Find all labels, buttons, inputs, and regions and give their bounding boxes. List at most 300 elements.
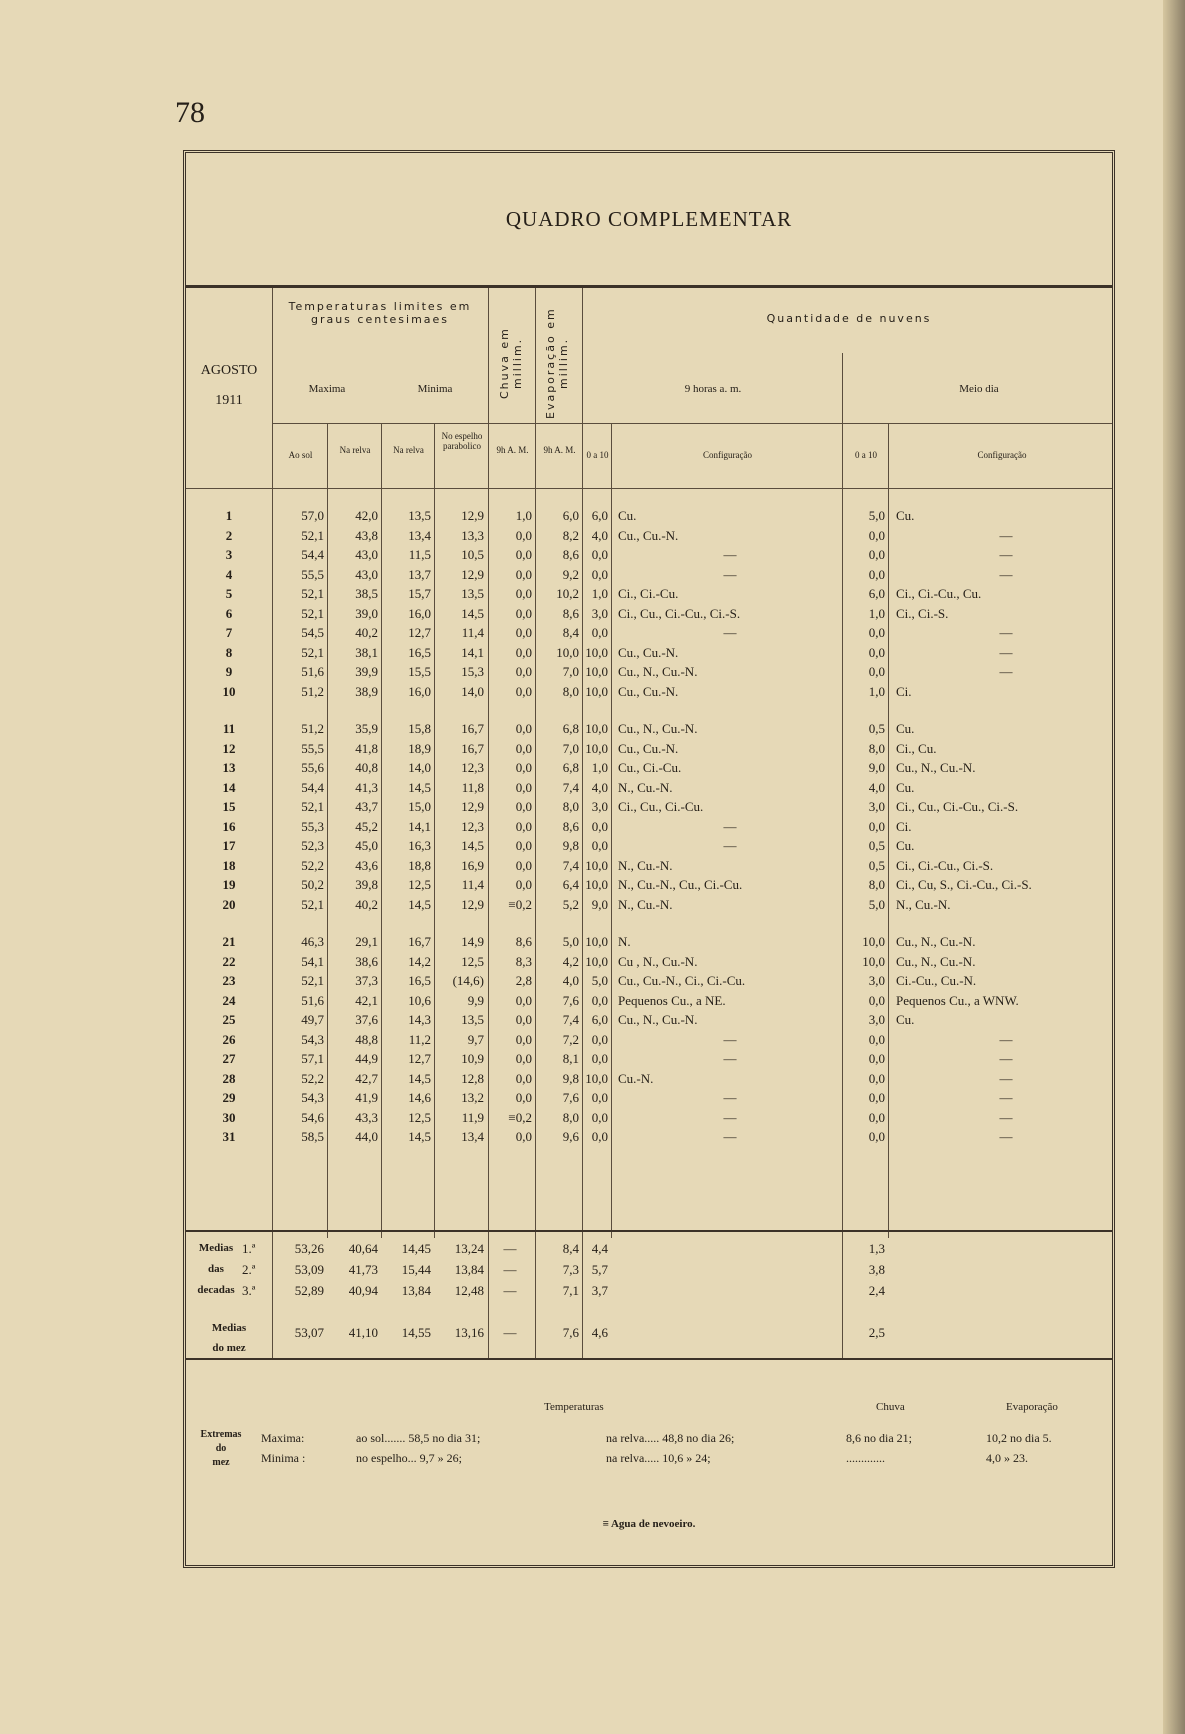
cell-config-9h: Cu., Cu.-N. (618, 683, 679, 699)
cell-chuva: 0,0 (515, 1031, 532, 1047)
cell-day: 21 (222, 934, 236, 949)
cell-nuvens-meio-dia: 3,8 (868, 1262, 885, 1277)
cell-max-relva: 29,1 (355, 934, 378, 949)
cell-espelho: 16,7 (461, 721, 484, 736)
cell-nuvens-9h: 3,0 (591, 799, 608, 814)
cell-espelho: 12,3 (461, 818, 484, 834)
extremes-label-line: Extremas (200, 1429, 242, 1440)
cell-evaporacao: 10,2 (556, 586, 579, 601)
cell-nuvens-meio-dia: 0,0 (868, 992, 885, 1008)
cell-chuva: 0,0 (515, 664, 532, 679)
cell-min-relva: 14,5 (408, 1070, 431, 1086)
cell-max-relva: 45,0 (355, 838, 378, 853)
cell-config-9h: Cu., Ci.-Cu. (618, 760, 682, 775)
cell-nuvens-meio-dia: 0,0 (868, 1109, 885, 1125)
cell-day: 12 (222, 740, 236, 756)
cell-max-relva: 39,9 (355, 664, 378, 679)
cell-max-sol: 53,26 (294, 1241, 324, 1256)
decades-label (186, 1238, 246, 1301)
cell-evaporacao: 7,4 (562, 779, 579, 795)
cell-nuvens-meio-dia: 0,0 (868, 1070, 885, 1086)
cell-max-sol: 52,1 (301, 605, 324, 621)
cell-day: 13 (222, 760, 236, 775)
cell-day: 10 (222, 683, 236, 699)
cell-min-relva: 14,0 (408, 760, 431, 775)
cell-min-relva: 18,8 (408, 857, 431, 873)
cell-min-relva: 12,7 (408, 625, 431, 640)
cell-config-meio-dia: Cu. (896, 721, 915, 736)
escala2-label: 0 a 10 (855, 450, 877, 460)
cell-nuvens-meio-dia: 3,0 (868, 973, 885, 988)
cell-day: 3 (225, 547, 233, 562)
cell-max-sol: 55,5 (301, 566, 324, 582)
cell-max-relva: 40,2 (355, 625, 378, 640)
cell-max-sol: 52,1 (301, 644, 324, 660)
cell-config-9h: N. (618, 934, 631, 949)
cell-max-sol: 54,1 (301, 953, 324, 969)
month-label-line: Medias (211, 1322, 247, 1334)
cell-nuvens-9h: 10,0 (585, 1070, 608, 1086)
min-espelho: no espelho... 9,7 » 26; (356, 1451, 462, 1465)
cell-config-meio-dia: Cu. (896, 508, 915, 523)
cell-max-relva: 43,0 (355, 547, 378, 562)
cell-nuvens-9h: 0,0 (591, 566, 608, 582)
cell-config-9h: — (723, 625, 737, 640)
cell-max-sol: 52,3 (301, 838, 324, 853)
cell-nuvens-9h: 10,0 (585, 877, 608, 892)
cell-nuvens-9h: 4,4 (591, 1241, 608, 1256)
cell-max-sol: 54,3 (301, 1031, 324, 1047)
cell-day: 23 (222, 973, 236, 988)
cell-evaporacao: 7,3 (562, 1262, 579, 1277)
cell-config-9h: Cu., Cu.-N. (618, 527, 679, 543)
cell-max-sol: 51,2 (301, 721, 324, 736)
cell-nuvens-meio-dia: 6,0 (868, 586, 885, 601)
cell-chuva: 0,0 (515, 818, 532, 834)
cell-espelho: 12,9 (461, 799, 484, 814)
footnote: ≡ Agua de nevoeiro. (602, 1518, 696, 1530)
cell-nuvens-meio-dia: 1,0 (868, 605, 885, 621)
cell-chuva: — (503, 1283, 517, 1298)
cell-nuvens-9h: 0,0 (591, 547, 608, 562)
col-divider (888, 423, 889, 1238)
cell-config-meio-dia: Ci., Ci.-Cu., Cu. (896, 586, 982, 601)
cell-evaporacao: 6,4 (562, 877, 579, 892)
cell-evaporacao: 8,4 (562, 1241, 579, 1256)
cell-config-9h: Cu., Cu.-N. (618, 644, 679, 660)
cell-config-9h: — (723, 1129, 737, 1144)
cell-chuva: 8,3 (515, 953, 532, 969)
cell-chuva: 0,0 (515, 740, 532, 756)
cell-espelho: 16,9 (461, 857, 484, 873)
cell-nuvens-meio-dia: 1,3 (868, 1241, 885, 1256)
cell-max-relva: 41,9 (355, 1090, 378, 1105)
cell-max-relva: 48,8 (355, 1031, 378, 1047)
cell-max-relva: 38,9 (355, 683, 378, 699)
extremes-evap-header: Evaporação (1006, 1401, 1058, 1413)
cell-day: 7 (225, 625, 233, 640)
cell-config-9h: — (723, 566, 737, 582)
cell-max-sol: 54,5 (301, 625, 324, 640)
cell-min-relva: 10,6 (408, 992, 431, 1008)
cell-day: 9 (225, 664, 233, 679)
cell-config-9h: — (723, 1051, 737, 1066)
cell-config-9h: Cu., N., Cu.-N. (618, 664, 698, 679)
cell-min-relva: 14,5 (408, 896, 431, 912)
cell-max-sol: 52,1 (301, 896, 324, 912)
cell-nuvens-9h: 0,0 (591, 818, 608, 834)
cell-chuva: 0,0 (515, 625, 532, 640)
cell-chuva: 1,0 (515, 508, 532, 523)
cell-max-relva: 40,64 (348, 1241, 378, 1256)
cell-nuvens-meio-dia: 8,0 (868, 877, 885, 892)
decades-rule (186, 1230, 1112, 1232)
cell-chuva: 0,0 (515, 760, 532, 775)
cell-day: 31 (222, 1129, 236, 1144)
cell-config-meio-dia: Ci., Cu, S., Ci.-Cu., Ci.-S. (896, 877, 1032, 892)
cell-espelho: 12,9 (461, 896, 484, 912)
cell-min-relva: 14,55 (401, 1325, 431, 1340)
cell-evaporacao: 8,0 (562, 799, 579, 814)
cell-max-sol: 52,1 (301, 527, 324, 543)
meio-dia-label: Meio dia (959, 383, 999, 395)
cell-nuvens-9h: 6,0 (591, 1012, 608, 1027)
cell-max-sol: 52,1 (301, 586, 324, 601)
cell-nuvens-meio-dia: 2,5 (868, 1325, 885, 1340)
cell-config-meio-dia: Cu. (896, 1012, 915, 1027)
cell-nuvens-meio-dia: 0,0 (868, 547, 885, 562)
cell-nuvens-9h: 9,0 (591, 896, 608, 912)
cell-min-relva: 15,7 (408, 586, 431, 601)
cell-config-9h: N., Cu.-N. (618, 779, 673, 795)
cell-espelho: 14,5 (461, 605, 484, 621)
cell-decade: 2.ª (242, 1262, 256, 1277)
cell-chuva: 0,0 (515, 683, 532, 699)
na-relva-min-label: Na relva (393, 445, 424, 455)
cell-max-sol: 55,3 (301, 818, 324, 834)
cell-max-relva: 39,0 (355, 605, 378, 621)
cell-espelho: 13,24 (454, 1241, 484, 1256)
cell-min-relva: 14,1 (408, 818, 431, 834)
cell-espelho: 11,8 (461, 779, 484, 795)
cell-max-sol: 52,1 (301, 973, 324, 988)
cell-chuva: 0,0 (515, 1129, 532, 1144)
cell-max-sol: 46,3 (301, 934, 324, 949)
cell-config-meio-dia: — (999, 1031, 1013, 1047)
cell-chuva: 0,0 (515, 644, 532, 660)
cell-nuvens-meio-dia: 0,0 (868, 1129, 885, 1144)
cell-nuvens-9h: 0,0 (591, 1031, 608, 1047)
cell-evaporacao: 8,1 (562, 1051, 579, 1066)
cell-chuva: — (503, 1262, 517, 1277)
header-rule (186, 488, 1112, 489)
cell-max-relva: 44,0 (355, 1129, 378, 1144)
cell-max-relva: 43,8 (355, 527, 378, 543)
cell-config-meio-dia: Cu. (896, 838, 915, 853)
cell-max-sol: 51,6 (301, 664, 324, 679)
cell-day: 18 (222, 857, 236, 873)
cell-chuva: ≡0,2 (508, 1109, 532, 1125)
max-chuva: 8,6 no dia 21; (846, 1431, 912, 1445)
cell-max-relva: 44,9 (355, 1051, 378, 1066)
cell-max-relva: 41,3 (355, 779, 378, 795)
cell-espelho: 14,0 (461, 683, 484, 699)
cell-nuvens-meio-dia: 0,0 (868, 527, 885, 543)
cell-espelho: 13,3 (461, 527, 484, 543)
cell-min-relva: 16,3 (408, 838, 431, 853)
cell-espelho: 10,5 (461, 547, 484, 562)
cell-config-meio-dia: Ci., Cu. (896, 740, 937, 756)
cell-min-relva: 12,5 (408, 877, 431, 892)
cell-espelho: 12,5 (461, 953, 484, 969)
cell-evaporacao: 9,2 (562, 566, 579, 582)
cell-day: 16 (222, 818, 236, 834)
cell-chuva: 0,0 (515, 799, 532, 814)
cell-espelho: 10,9 (461, 1051, 484, 1066)
cell-evaporacao: 4,2 (562, 953, 579, 969)
cell-max-sol: 55,5 (301, 740, 324, 756)
cell-chuva: 0,0 (515, 779, 532, 795)
cell-day: 19 (222, 877, 236, 892)
cell-chuva: 0,0 (515, 1012, 532, 1027)
cell-nuvens-9h: 10,0 (585, 953, 608, 969)
cell-config-meio-dia: — (999, 625, 1013, 640)
cell-chuva: 0,0 (515, 547, 532, 562)
cell-chuva: 0,0 (515, 877, 532, 892)
cell-max-sol: 57,0 (301, 508, 324, 523)
cell-chuva: 0,0 (515, 586, 532, 601)
cell-nuvens-meio-dia: 3,0 (868, 799, 885, 814)
cell-max-relva: 37,3 (355, 973, 378, 988)
cell-config-9h: Cu , N., Cu.-N. (618, 953, 698, 969)
cell-nuvens-9h: 1,0 (591, 760, 608, 775)
cell-espelho: 12,3 (461, 760, 484, 775)
cell-chuva: 0,0 (515, 721, 532, 736)
cell-espelho: 12,9 (461, 566, 484, 582)
cell-min-relva: 15,5 (408, 664, 431, 679)
cell-nuvens-9h: 4,6 (591, 1325, 608, 1340)
cell-espelho: 13,5 (461, 1012, 484, 1027)
cell-day: 28 (222, 1070, 236, 1086)
cell-nuvens-meio-dia: 5,0 (868, 508, 885, 523)
cell-nuvens-9h: 0,0 (591, 838, 608, 853)
cell-evaporacao: 6,0 (562, 508, 579, 523)
max-evap: 10,2 no dia 5. (986, 1431, 1052, 1445)
extremes-chuva-header: Chuva (876, 1401, 905, 1413)
cell-max-relva: 42,7 (355, 1070, 378, 1086)
cell-evaporacao: 9,8 (562, 1070, 579, 1086)
cell-max-relva: 43,3 (355, 1109, 378, 1125)
cell-chuva: 8,6 (515, 934, 532, 949)
cell-max-sol: 49,7 (301, 1012, 324, 1027)
col-divider (611, 423, 612, 1238)
cell-nuvens-meio-dia: 0,5 (868, 838, 885, 853)
cell-config-meio-dia: Ci. (896, 818, 912, 834)
cell-config-9h: Pequenos Cu., a NE. (618, 992, 726, 1008)
cell-config-9h: Cu., Cu.-N. (618, 740, 679, 756)
cell-evaporacao: 7,4 (562, 857, 579, 873)
cell-max-relva: 38,1 (355, 644, 378, 660)
cell-config-meio-dia: Cu., N., Cu.-N. (896, 934, 976, 949)
cell-nuvens-9h: 10,0 (585, 644, 608, 660)
cell-nuvens-9h: 0,0 (591, 625, 608, 640)
cell-day: 20 (222, 896, 236, 912)
cell-day: 6 (225, 605, 233, 621)
cell-max-relva: 45,2 (355, 818, 378, 834)
cell-nuvens-meio-dia: 0,5 (868, 721, 885, 736)
cell-nuvens-meio-dia: 4,0 (868, 779, 885, 795)
cell-max-relva: 38,6 (355, 953, 378, 969)
espelho-label: No espelho parabolico (441, 431, 483, 452)
cell-nuvens-meio-dia: 2,4 (868, 1283, 885, 1298)
extremes-label-line: mez (212, 1457, 230, 1468)
hora-evap-label: 9h A. M. (543, 445, 576, 455)
cell-evaporacao: 7,6 (562, 1090, 579, 1105)
cell-evaporacao: 7,6 (562, 1325, 579, 1340)
extremes-maxima-label: Maxima: (261, 1431, 305, 1445)
cell-config-9h: Ci., Cu., Ci.-Cu. (618, 799, 704, 814)
cell-nuvens-meio-dia: 5,0 (868, 896, 885, 912)
cell-config-9h: N., Cu.-N., Cu., Ci.-Cu. (618, 877, 743, 892)
cell-min-relva: 16,5 (408, 644, 431, 660)
cell-evaporacao: 7,6 (562, 992, 579, 1008)
cell-min-relva: 12,7 (408, 1051, 431, 1066)
cell-min-relva: 15,44 (401, 1262, 431, 1277)
cell-nuvens-meio-dia: 0,0 (868, 1090, 885, 1105)
extremes-label-line: do (215, 1443, 227, 1454)
cell-nuvens-9h: 5,0 (591, 973, 608, 988)
cell-nuvens-9h: 6,0 (591, 508, 608, 523)
cell-max-relva: 43,6 (355, 857, 378, 873)
cell-config-9h: — (723, 818, 737, 834)
cell-espelho: 9,9 (467, 992, 484, 1008)
cell-config-meio-dia: — (999, 1070, 1013, 1086)
cell-max-relva: 37,6 (355, 1012, 378, 1027)
cell-config-meio-dia: — (999, 566, 1013, 582)
cell-max-relva: 39,8 (355, 877, 378, 892)
cell-nuvens-9h: 10,0 (585, 934, 608, 949)
year-label: 1911 (215, 393, 243, 408)
cell-evaporacao: 7,0 (562, 740, 579, 756)
cell-evaporacao: 7,4 (562, 1012, 579, 1027)
cell-nuvens-meio-dia: 0,5 (868, 857, 885, 873)
cell-espelho: 15,3 (461, 664, 484, 679)
min-evap: 4,0 » 23. (986, 1451, 1028, 1465)
cell-evaporacao: 8,6 (562, 818, 579, 834)
cell-config-meio-dia: — (999, 1090, 1013, 1105)
escala1-label: 0 a 10 (586, 450, 609, 460)
cell-config-9h: Cu. (618, 508, 637, 523)
cell-config-9h: Cu., N., Cu.-N. (618, 1012, 698, 1027)
cell-max-relva: 42,0 (355, 508, 378, 523)
cell-nuvens-9h: 3,0 (591, 605, 608, 621)
decades-label-line: decadas (197, 1284, 235, 1296)
cell-max-relva: 40,8 (355, 760, 378, 775)
cell-config-meio-dia: N., Cu.-N. (896, 896, 951, 912)
cell-min-relva: 13,5 (408, 508, 431, 523)
cell-max-sol: 54,6 (301, 1109, 324, 1125)
cell-espelho: 11,9 (461, 1109, 484, 1125)
max-sol: ao sol....... 58,5 no dia 31; (356, 1431, 481, 1445)
cell-min-relva: 18,9 (408, 740, 431, 756)
header-rule (272, 423, 1112, 424)
cell-day: 22 (222, 953, 236, 969)
hora-chuva-label: 9h A. M. (496, 445, 529, 455)
cell-day: 2 (225, 527, 233, 543)
cell-max-sol: 52,2 (301, 857, 324, 873)
page-title: QUADRO COMPLEMENTAR (505, 207, 793, 231)
cell-min-relva: 14,5 (408, 1129, 431, 1144)
cell-min-relva: 11,2 (408, 1031, 431, 1047)
cell-evaporacao: 5,2 (562, 896, 579, 912)
cell-evaporacao: 8,0 (562, 1109, 579, 1125)
cell-min-relva: 14,45 (401, 1241, 431, 1256)
na-relva-max-label: Na relva (339, 445, 371, 455)
cell-config-9h: N., Cu.-N. (618, 896, 673, 912)
cell-nuvens-9h: 10,0 (585, 721, 608, 736)
cell-min-relva: 13,7 (408, 566, 431, 582)
cell-config-9h: — (723, 1109, 737, 1125)
cell-config-meio-dia: — (999, 547, 1013, 562)
cell-max-sol: 55,6 (301, 760, 324, 775)
cell-config-meio-dia: — (999, 644, 1013, 660)
cell-espelho: 12,9 (461, 508, 484, 523)
cell-config-9h: Cu., Cu.-N., Ci., Ci.-Cu. (618, 973, 746, 988)
cell-nuvens-9h: 0,0 (591, 1051, 608, 1066)
cell-evaporacao: 7,1 (562, 1283, 579, 1298)
cell-max-relva: 43,7 (355, 799, 378, 814)
cell-max-sol: 54,4 (301, 547, 324, 562)
cell-chuva: — (503, 1241, 517, 1256)
cell-min-relva: 16,5 (408, 973, 431, 988)
cell-nuvens-meio-dia: 0,0 (868, 566, 885, 582)
cell-config-9h: Ci., Ci.-Cu. (618, 586, 679, 601)
cell-max-sol: 57,1 (301, 1051, 324, 1066)
decades-label-line: Medias (198, 1242, 234, 1254)
cell-espelho: 14,1 (461, 644, 484, 660)
cell-chuva: 0,0 (515, 857, 532, 873)
cell-chuva: — (503, 1325, 517, 1340)
cell-nuvens-meio-dia: 0,0 (868, 1031, 885, 1047)
cell-min-relva: 13,84 (401, 1283, 431, 1298)
cell-day: 25 (222, 1012, 236, 1027)
cell-nuvens-9h: 3,7 (591, 1283, 608, 1298)
cell-evaporacao: 8,4 (562, 625, 579, 640)
page-edge (1163, 0, 1185, 1734)
cell-min-relva: 11,5 (408, 547, 431, 562)
cell-min-relva: 16,0 (408, 605, 431, 621)
cell-nuvens-9h: 0,0 (591, 992, 608, 1008)
cell-espelho: 14,5 (461, 838, 484, 853)
cell-decade: 3.ª (242, 1283, 256, 1298)
cell-chuva: 0,0 (515, 527, 532, 543)
cell-espelho: 12,8 (461, 1070, 484, 1086)
cell-max-sol: 54,3 (301, 1090, 324, 1105)
col-divider (842, 353, 843, 1360)
cell-evaporacao: 5,0 (562, 934, 579, 949)
cell-max-relva: 43,0 (355, 566, 378, 582)
cell-config-meio-dia: — (999, 664, 1013, 679)
cell-nuvens-meio-dia: 0,0 (868, 818, 885, 834)
cell-day: 27 (222, 1051, 236, 1066)
cell-evaporacao: 4,0 (562, 973, 579, 988)
cell-chuva: 0,0 (515, 838, 532, 853)
cell-min-relva: 13,4 (408, 527, 431, 543)
min-relva: na relva..... 10,6 » 24; (606, 1451, 711, 1465)
ao-sol-label: Ao sol (288, 450, 313, 460)
cell-evaporacao: 7,0 (562, 664, 579, 679)
maxima-label: Maxima (308, 383, 346, 395)
